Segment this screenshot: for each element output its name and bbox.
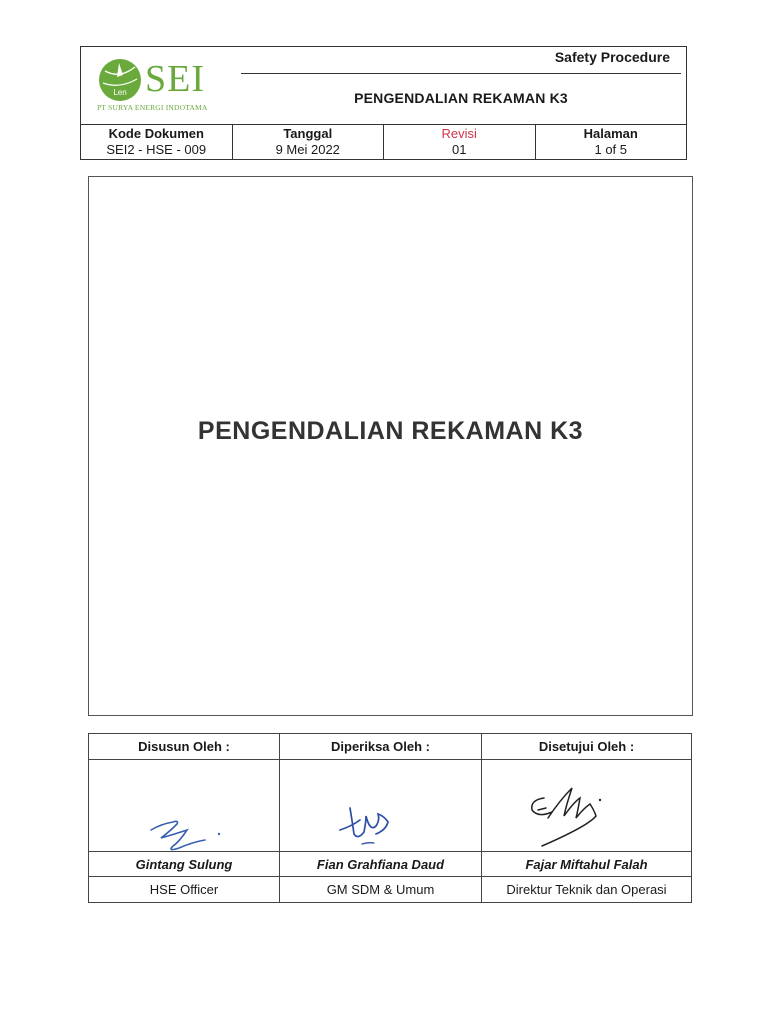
document-header [80,46,687,160]
meta-value: SEI2 - HSE - 009 [106,142,207,157]
company-name: PT SURYA ENERGI INDOTAMA [97,103,208,112]
signature-column-approved [482,734,691,902]
signatory-role: Direktur Teknik dan Operasi [506,882,667,897]
signature-image [89,760,279,852]
globe-logo-icon [97,57,143,103]
signatory-role: HSE Officer [149,882,219,897]
meta-value: 1 of 5 [594,142,628,157]
signatory-name: Fajar Miftahul Falah [482,852,691,877]
signature-image [482,760,690,852]
document-meta-row [81,125,686,159]
logo-wordmark: SEI [145,58,205,100]
signature-heading: Disetujui Oleh : [482,734,691,760]
meta-label: Tanggal [283,126,333,141]
meta-label: Revisi [441,126,477,141]
header-top [81,47,686,125]
signature-box [482,760,691,852]
signature-image [280,760,480,852]
meta-halaman [536,125,687,159]
meta-value: 9 Mei 2022 [275,142,340,157]
signatory-name: Fian Grahfiana Daud [280,852,481,877]
cover-title: PENGENDALIAN REKAMAN K3 [197,417,584,445]
signatory-name: Gintang Sulung [89,852,279,877]
signature-heading: Diperiksa Oleh : [280,734,481,760]
meta-value: 01 [452,142,467,157]
cover-frame [88,176,693,716]
signature-heading: Disusun Oleh : [89,734,279,760]
meta-tanggal [233,125,385,159]
signature-column-reviewed [280,734,482,902]
meta-kode-dokumen [81,125,233,159]
signatory-role: GM SDM & Umum [326,882,435,897]
document-type: Safety Procedure [554,49,670,65]
logo-badge-text: Len [113,88,127,97]
meta-revisi [384,125,536,159]
meta-label: Halaman [583,126,638,141]
company-logo [95,55,245,117]
header-divider [241,73,681,74]
signature-table [88,733,692,903]
meta-label: Kode Dokumen [108,126,204,141]
header-title: PENGENDALIAN REKAMAN K3 [354,90,568,106]
signature-column-prepared [89,734,280,902]
signature-box [89,760,279,852]
signature-box [280,760,481,852]
